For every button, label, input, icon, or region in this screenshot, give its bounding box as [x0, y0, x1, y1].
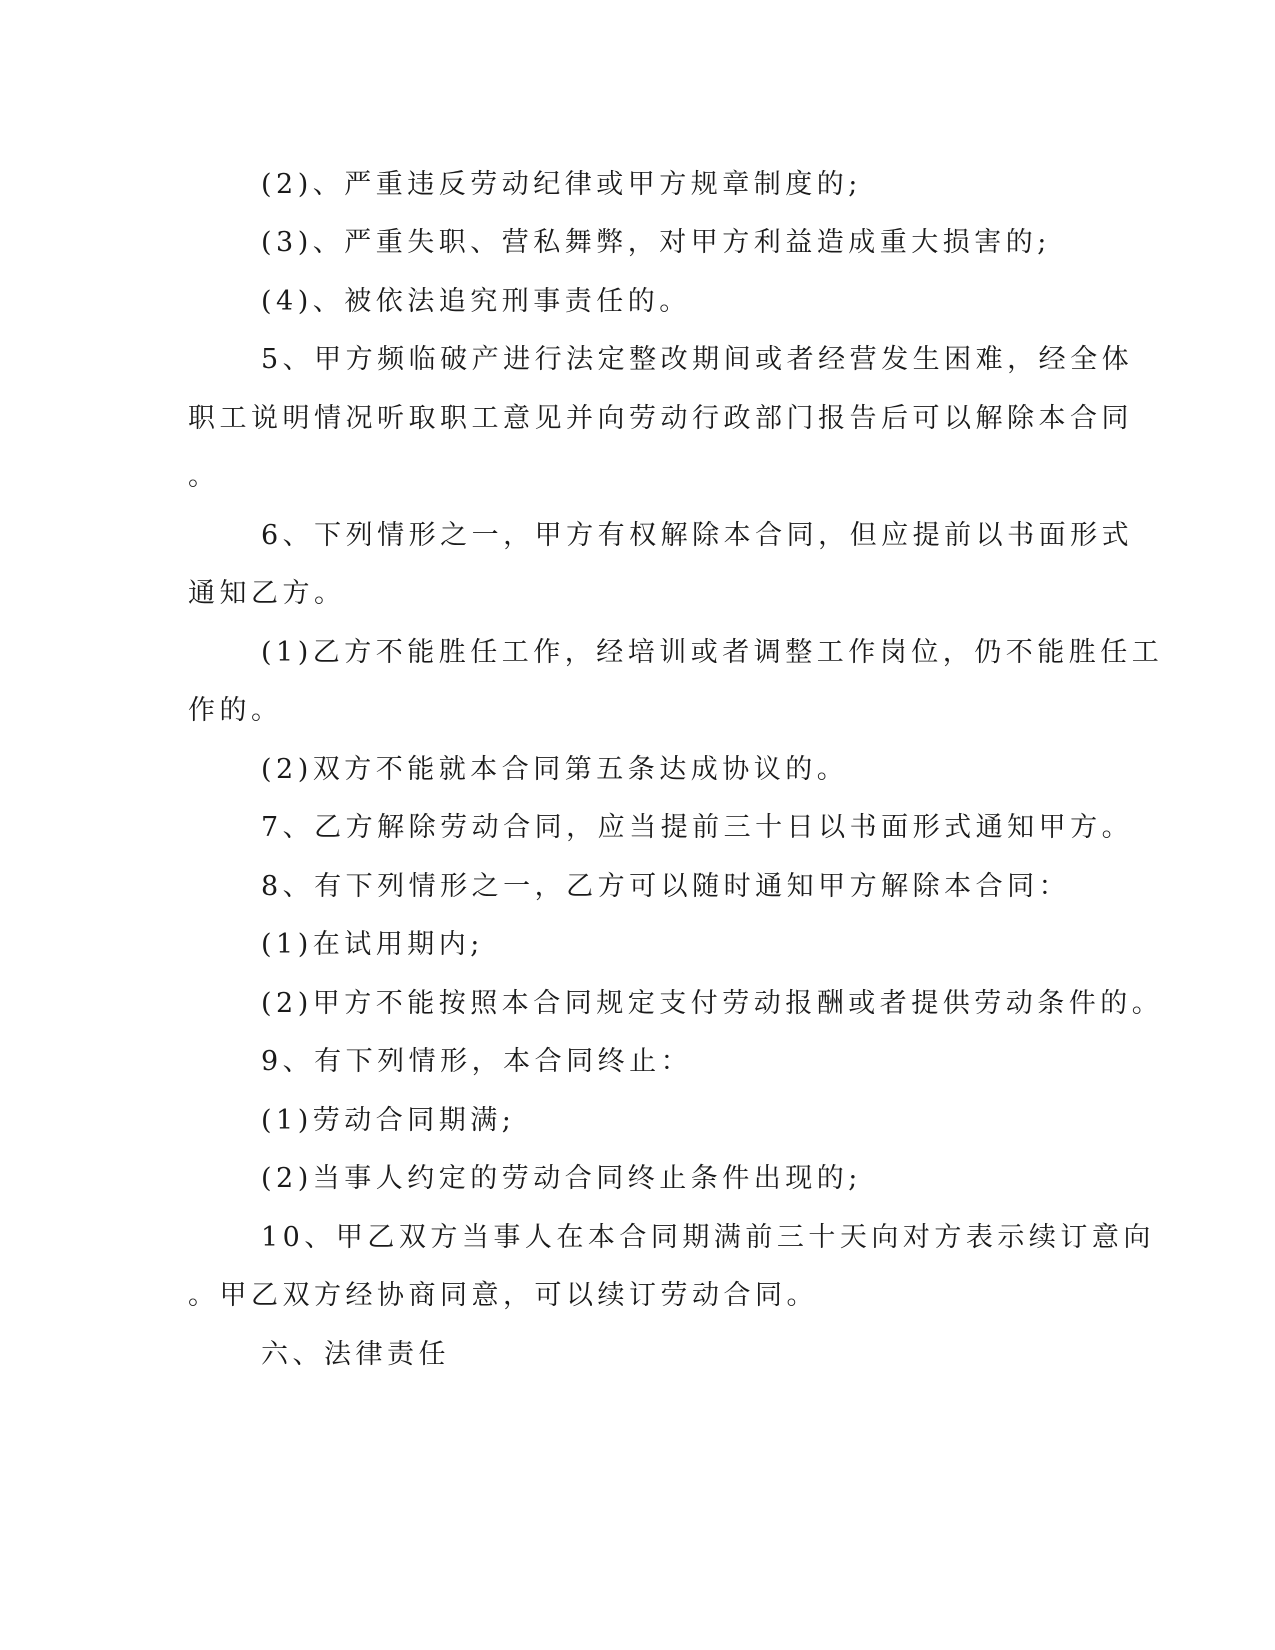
- text-line: (2)当事人约定的劳动合同终止条件出现的;: [261, 1163, 862, 1194]
- text-line: 10、甲乙双方当事人在本合同期满前三十天向对方表示续订意向: [261, 1222, 1155, 1253]
- text-line: (2)甲方不能按照本合同规定支付劳动报酬或者提供劳动条件的。: [261, 988, 1164, 1019]
- text-line: 9、有下列情形，本合同终止：: [261, 1046, 693, 1077]
- text-line: 6、下列情形之一，甲方有权解除本合同，但应提前以书面形式: [261, 520, 1134, 551]
- text-line: (2)、严重违反劳动纪律或甲方规章制度的;: [261, 169, 862, 200]
- text-line: (1)乙方不能胜任工作，经培训或者调整工作岗位，仍不能胜任工: [261, 637, 1164, 668]
- text-line: 职工说明情况听取职工意见并向劳动行政部门报告后可以解除本合同: [188, 403, 1133, 434]
- text-line: (4)、被依法追究刑事责任的。: [261, 286, 691, 317]
- text-line: 。甲乙双方经协商同意，可以续订劳动合同。: [188, 1280, 818, 1311]
- text-line: 作的。: [188, 695, 283, 726]
- text-line: 。: [188, 461, 220, 492]
- text-line: (2)双方不能就本合同第五条达成协议的。: [261, 754, 849, 785]
- text-line: 5、甲方频临破产进行法定整改期间或者经营发生困难，经全体: [261, 344, 1134, 375]
- section-heading: 六、法律责任: [261, 1339, 450, 1370]
- text-line: 8、有下列情形之一，乙方可以随时通知甲方解除本合同：: [261, 871, 1071, 902]
- text-line: 7、乙方解除劳动合同，应当提前三十日以书面形式通知甲方。: [261, 812, 1134, 843]
- text-line: (3)、严重失职、营私舞弊，对甲方利益造成重大损害的;: [261, 227, 1051, 258]
- text-line: (1)在试用期内;: [261, 929, 484, 960]
- text-line: 通知乙方。: [188, 578, 346, 609]
- text-line: (1)劳动合同期满;: [261, 1105, 516, 1136]
